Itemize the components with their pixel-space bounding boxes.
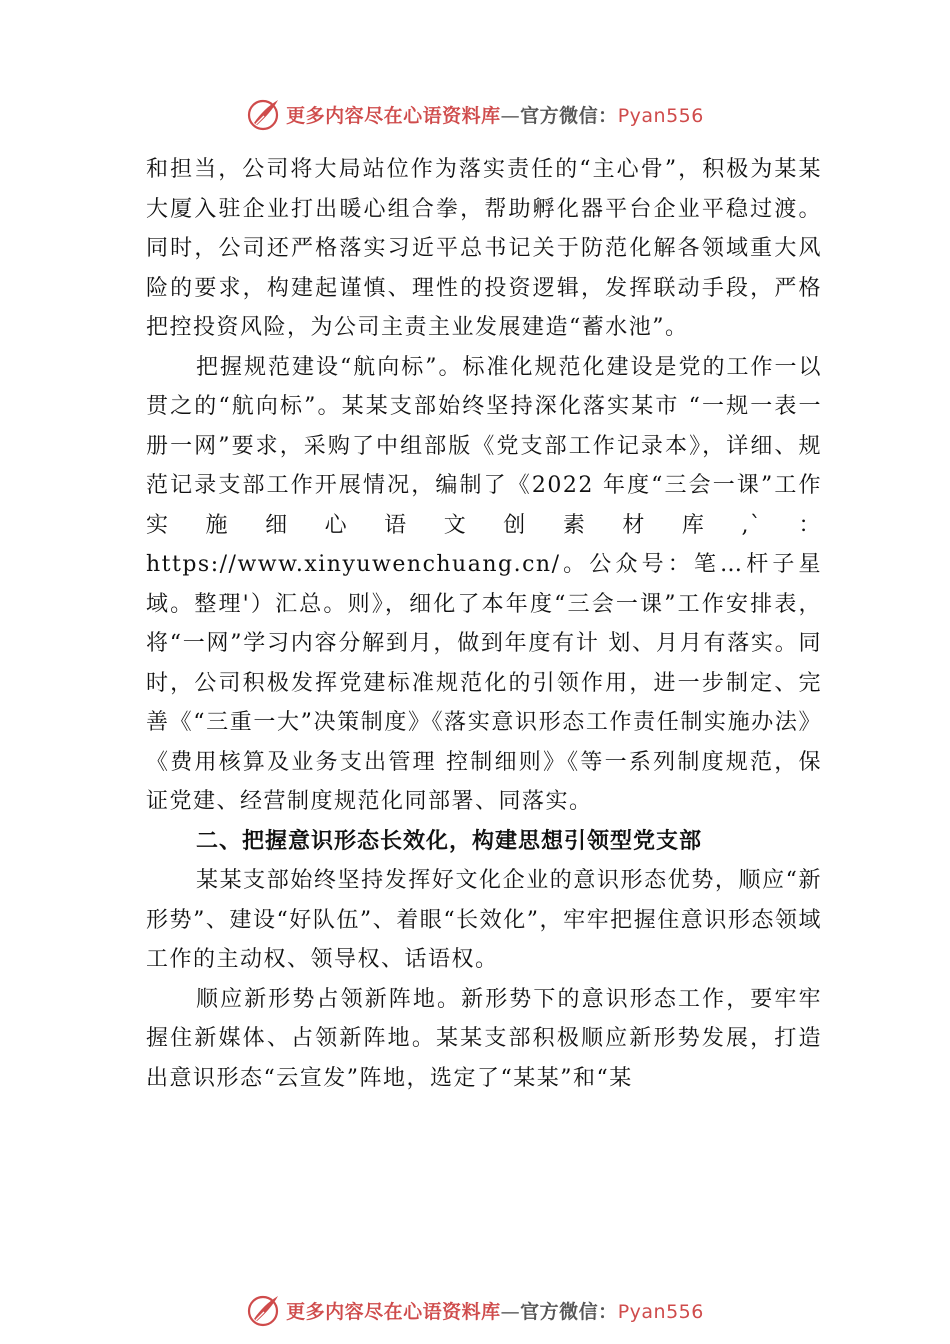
document-body — [146, 150, 822, 1098]
footer-watermark-banner — [0, 1290, 950, 1330]
quill-logo-icon — [246, 1292, 282, 1328]
paragraph: 和担当，公司将大局站位作为落实责任的“主心骨”，积极为某某大厦入驻企业打出暖心组合拳，帮助孵化器平台企业平稳过渡。同时，公司还严格落实习近平总书记关于防范化解各领域重大风险的要求，构建起谨慎、理性的投资逻辑，发挥联动手段，严格把控投资风险，为公司主责主业发展建造“蓄水池”。 — [146, 157, 822, 340]
paragraph: 某某支部始终坚持发挥好文化企业的意识形态优势，顺应“新形势”、建设“好队伍”、着眼“长效化”，牢牢把握住意识形态领域工作的主动权、领导权、话语权。 — [146, 868, 822, 972]
paragraph: 把握规范建设“航向标”。标准化规范化建设是党的工作一以贯之的“航向标”。某某支部始终坚持深化落实某市 “一规一表一册一网”要求，采购了中组部版《党支部工作记录本》，详细、规范记录支部工作开展情况，编制了《2022 年度“三会一课”工作实施细心语文创素材库,`：https://www.xinyuwenchuang.cn/。公众号：笔…杆子星域。整理'）汇总。则》，细化了本年度“三会一课”工作安排表，将“一网”学习内容分解到月，做到年度有计 划、月月有落实。同时，公司积极发挥党建标准规范化的引领作用，进一步制定、完善《“三重一大”决策制度》《落实意识形态工作责任制实施办法》《费用核算及业务支出管理 控制细则》《等一系列制度规范，保证党建、经营制度规范化同部署、同落实。 — [146, 354, 822, 814]
banner-library-name: 更多内容尽在心语资料库 — [286, 104, 501, 127]
paragraph: 顺应新形势占领新阵地。新形势下的意识形态工作，要牢牢握住新媒体、占领新阵地。某某支部积极顺应新形势发展，打造出意识形态“云宣发”阵地，选定了“某某”和“某 — [146, 986, 822, 1091]
banner-text — [286, 1297, 704, 1324]
banner-wechat-id: Pyan556 — [617, 1300, 704, 1323]
banner-separator: — — [500, 1300, 521, 1323]
header-watermark-banner — [0, 94, 950, 134]
banner-text — [286, 101, 704, 128]
section-heading: 二、把握意识形态长效化，构建思想引领型党支部 — [196, 828, 703, 854]
banner-wechat-label: 官方微信： — [520, 104, 618, 127]
banner-separator: — — [500, 104, 521, 127]
quill-logo-icon — [246, 96, 282, 132]
banner-wechat-label: 官方微信： — [520, 1300, 618, 1323]
banner-library-name: 更多内容尽在心语资料库 — [286, 1300, 501, 1323]
banner-wechat-id: Pyan556 — [617, 104, 704, 127]
